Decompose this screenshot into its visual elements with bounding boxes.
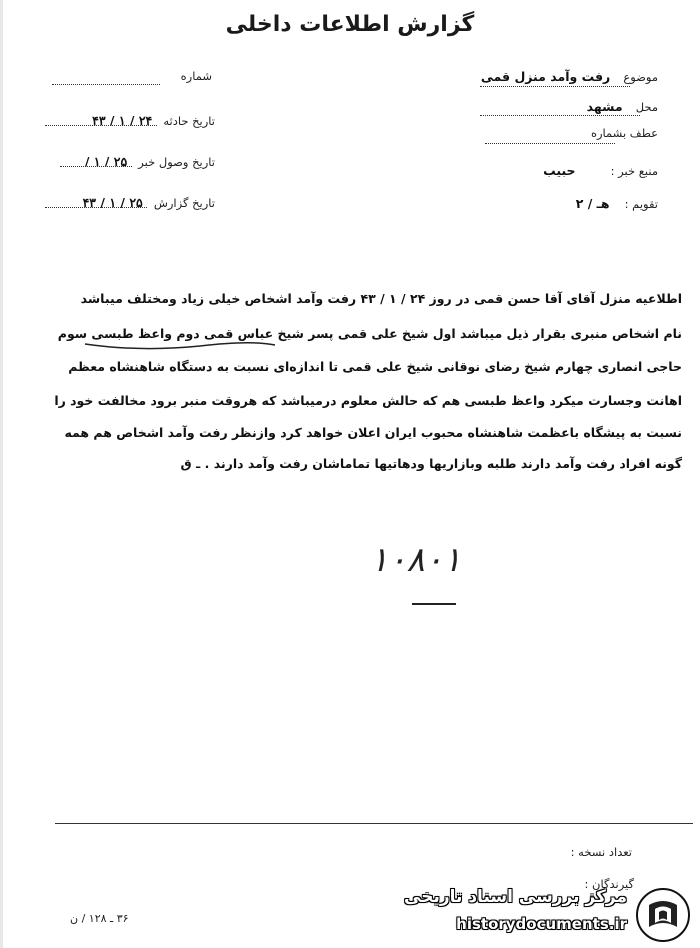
- handwritten-underline: [80, 336, 280, 356]
- body-line-3: حاجی انصاری چهارم شیخ رضای نوقانی شیخ علی قمی تا اندازه‌ای نسبت به دستگاه شاهنشاه معظم: [68, 359, 682, 374]
- page-title: گزارش اطلاعات داخلی: [225, 12, 475, 37]
- subject-row: [481, 66, 658, 85]
- body-line-5: نسبت به پیشگاه باعظمت شاهنشاه محبوب ایران اعلان خواهد کرد وازنظر رفت وآمد اشخاص هم همه: [64, 425, 682, 440]
- report-date-label: تاریخ گزارش: [153, 196, 215, 210]
- body-line-2: نام اشخاص منبری بقرار ذیل میباشد اول شیخ علی قمی پسر شیخ عباس قمی دوم واعظ طبسی سوم: [57, 326, 682, 341]
- ref-underline: [485, 143, 615, 144]
- place-underline: [480, 115, 640, 116]
- copies-label: تعداد نسخه :: [570, 845, 632, 859]
- ref-label: عطف بشماره: [590, 126, 658, 140]
- watermark-title: مرکز بررسی اسناد تاریخی: [404, 887, 627, 907]
- subject-value: رفت وآمد منزل قمی: [480, 69, 611, 84]
- archive-logo-icon: [635, 887, 691, 943]
- rating-label: تقویم :: [624, 197, 658, 211]
- rating-row: [576, 193, 658, 212]
- rating-value: هـ / ۲: [575, 196, 610, 211]
- footer-rule: [55, 823, 693, 824]
- scan-edge: [0, 0, 3, 948]
- body-line-1: اطلاعیه منزل آقای آقا حسن قمی در روز ۲۴ / ۱ / ۴۳ رفت وآمد اشخاص خیلی زیاد ومختلف میباشد: [80, 291, 682, 306]
- handwritten-dash: [412, 603, 456, 605]
- subject-underline: [480, 86, 630, 87]
- incident-date-value: ۲۴ / ۱ / ۴۳: [92, 113, 153, 128]
- report-date-row: [83, 192, 215, 211]
- subject-label: موضوع: [623, 70, 658, 84]
- receipt-date-underline: [60, 166, 132, 167]
- incident-date-underline: [45, 125, 157, 126]
- incident-date-row: [92, 110, 215, 129]
- receipt-date-label: تاریخ وصول خبر: [138, 155, 215, 169]
- source-value: حبیب: [543, 163, 576, 178]
- number-underline: [52, 84, 160, 85]
- place-label: محل: [635, 100, 658, 114]
- receipt-date-value: ۲۵ / ۱ /: [84, 154, 128, 169]
- report-date-underline: [45, 207, 147, 208]
- body-line-4: اهانت وجسارت میکرد واعظ طبسی هم که حالش معلوم درمیباشد که هروقت منبر برود مخالفت خود را: [54, 393, 682, 408]
- number-label: شماره: [180, 69, 212, 83]
- handwritten-number: ۱۰۸۰۱: [370, 540, 462, 580]
- place-row: [587, 96, 658, 115]
- source-row: [543, 160, 658, 179]
- report-date-value: ۲۵ / ۱ / ۴۳: [82, 195, 143, 210]
- body-line-6: گونه افراد رفت وآمد دارند طلبه وبازاریها ودهاتیها تماماشان رفت وآمد دارند . ـ ق: [180, 456, 682, 471]
- watermark-block: [404, 885, 695, 945]
- place-value: مشهد: [586, 99, 623, 114]
- archive-code: ۳۶ ـ ۱۲۸ / ن: [70, 912, 129, 925]
- watermark-url: historydocuments.ir: [456, 915, 627, 933]
- incident-date-label: تاریخ حادثه: [163, 114, 215, 128]
- recipients-label: گیرندگان :: [584, 877, 634, 891]
- source-label: منبع خبر :: [610, 164, 658, 178]
- receipt-date-row: [85, 151, 215, 170]
